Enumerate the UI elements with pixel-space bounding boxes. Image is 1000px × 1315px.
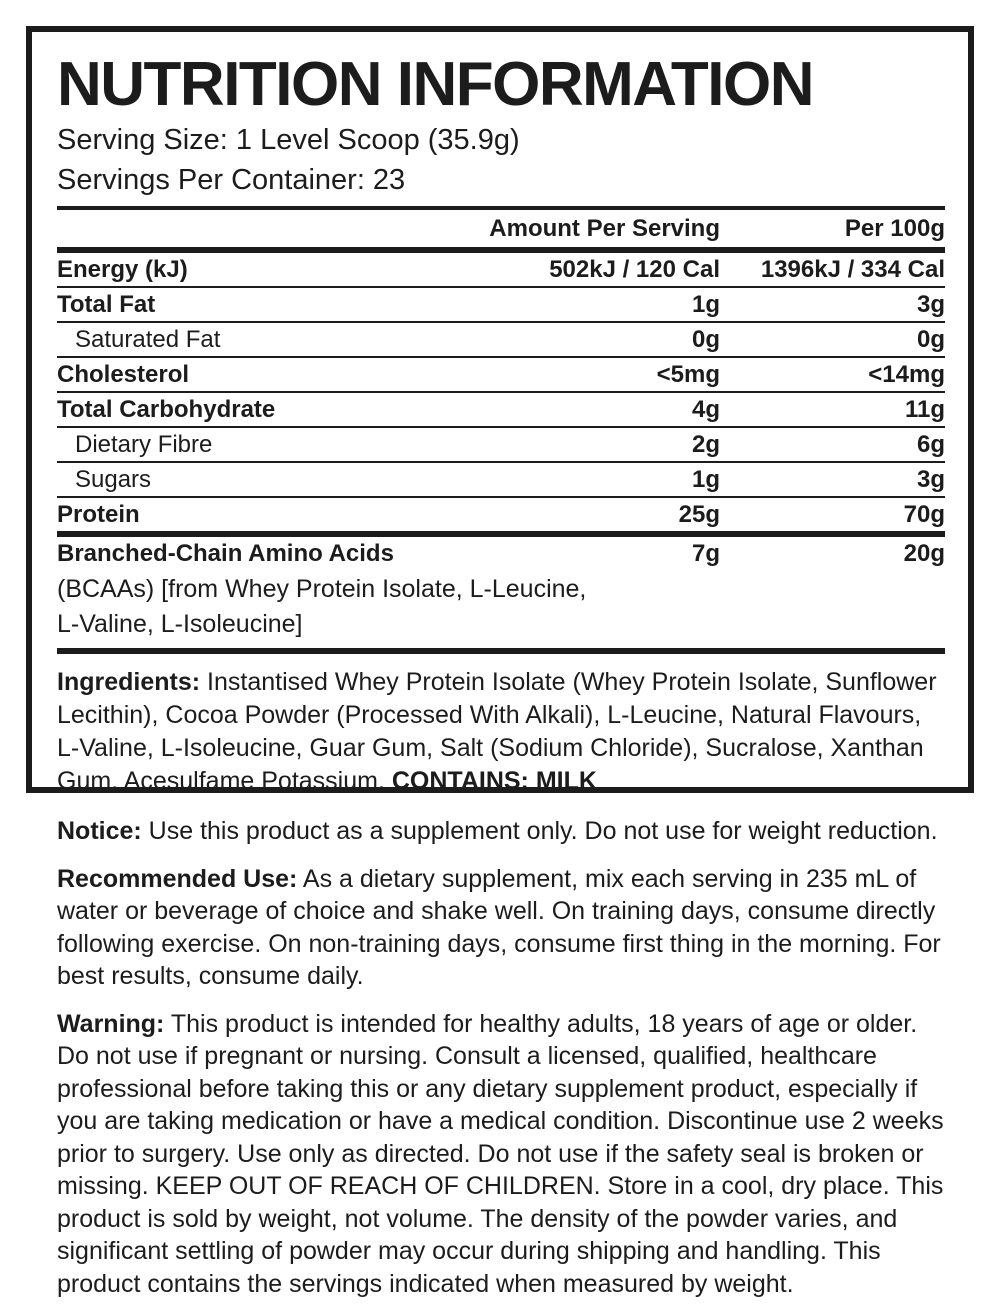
servings-per-container: Servings Per Container: 23 [57,164,406,196]
divider-after-table [57,648,945,654]
table-row-bcaa [57,537,945,570]
amount-per-100g: 0g [916,326,945,353]
column-header-per-100g: Per 100g [844,215,945,242]
table-row-saturated-fat [57,323,945,358]
nutrient-name: Energy (kJ) [57,256,188,283]
ingredients-text: Instantised Whey Protein Isolate (Whey Protein Isolate, Sunflower Lecithin), Cocoa Powder (Processed With Alkali), L-Leucine, Natural Flavours, L-Valine, L-Isoleucine, Guar Gum, Salt (Sodium Chloride), Sucralose, Xanthan Gum, Acesulfame Potassium. [57,668,937,795]
footer-notices [57,815,947,1315]
table-row-energy [57,253,945,288]
amount-per-100g: 11g [904,396,945,423]
nutrient-name: Total Carbohydrate [57,396,276,423]
bcaa-note-line1: (BCAAs) [from Whey Protein Isolate, L-Leucine, [57,575,587,603]
amount-per-serving: 502kJ / 120 Cal [549,256,720,283]
table-header-row [57,210,945,247]
table-row-dietary-fibre [57,428,945,463]
nutrition-panel [26,26,974,793]
recommended-use-label: Recommended Use: [57,864,298,893]
amount-per-serving: 1g [691,291,720,318]
table-row-cholesterol [57,358,945,393]
amount-per-serving: 2g [691,431,720,458]
table-row-total-fat [57,288,945,323]
amount-per-100g: <14mg [868,361,945,388]
amount-per-serving: 4g [691,396,720,423]
panel-title: NUTRITION INFORMATION [57,50,814,119]
ingredients-label: Ingredients: [57,668,201,696]
amount-per-100g: 3g [916,291,945,318]
notice-paragraph [57,815,947,848]
amount-per-100g: 20g [903,540,945,567]
amount-per-100g: 3g [916,466,945,493]
notice-text: Use this product as a supplement only. Do not use for weight reduction. [141,817,938,845]
notice-label: Notice: [57,817,142,845]
warning-label: Warning: [57,1009,165,1038]
nutrient-name: Sugars [75,466,152,493]
nutrient-name: Branched-Chain Amino Acids [57,540,394,567]
nutrient-name: Total Fat [57,291,156,318]
amount-per-serving: 0g [691,326,720,353]
table-row-sugars [57,463,945,498]
table-row-protein [57,498,945,537]
amount-per-serving: 25g [678,501,720,528]
amount-per-100g: 6g [916,431,945,458]
recommended-use-paragraph [57,863,947,993]
amount-per-100g: 70g [903,501,945,528]
ingredients-contains: CONTAINS: MILK [391,767,597,795]
warning-text: This product is intended for healthy adults, 18 years of age or older. Do not use if pregnant or nursing. Consult a licensed, qualified, healthcare professional before taking this or any dietary supplement product, especially if you are taking medication or have a medical condition. Discontinue use 2 weeks prior to surgery. Use only as directed. Do not use if the safety seal is broken or missing. KEEP OUT OF REACH OF CHILDREN. Store in a cool, dry place. This product is sold by weight, not volume. The density of the powder varies, and significant settling of powder may occur during shipping and handling. This product contains the servings indicated when measured by weight. [57,1009,944,1298]
recommended-use-text: As a dietary supplement, mix each serving in 235 mL of water or beverage of choice and shake well. On training days, consume directly following exercise. On non-training days, consume first thing in the morning. For best results, consume daily. [57,864,941,990]
nutrient-name: Protein [57,501,140,528]
bcaa-source-note [57,570,945,648]
nutrient-name: Dietary Fibre [75,431,213,458]
amount-per-serving: <5mg [656,361,720,388]
amount-per-serving: 1g [691,466,720,493]
ingredients-paragraph [57,666,945,798]
column-header-per-serving: Amount Per Serving [489,215,720,242]
serving-size: Serving Size: 1 Level Scoop (35.9g) [57,124,520,156]
nutrient-name: Cholesterol [57,361,190,388]
table-row-total-carbohydrate [57,393,945,428]
amount-per-serving: 7g [691,540,720,567]
amount-per-100g: 1396kJ / 334 Cal [760,256,945,283]
nutrient-name: Saturated Fat [75,326,221,353]
bcaa-note-line2: L-Valine, L-Isoleucine] [57,610,303,638]
warning-paragraph [57,1008,947,1301]
